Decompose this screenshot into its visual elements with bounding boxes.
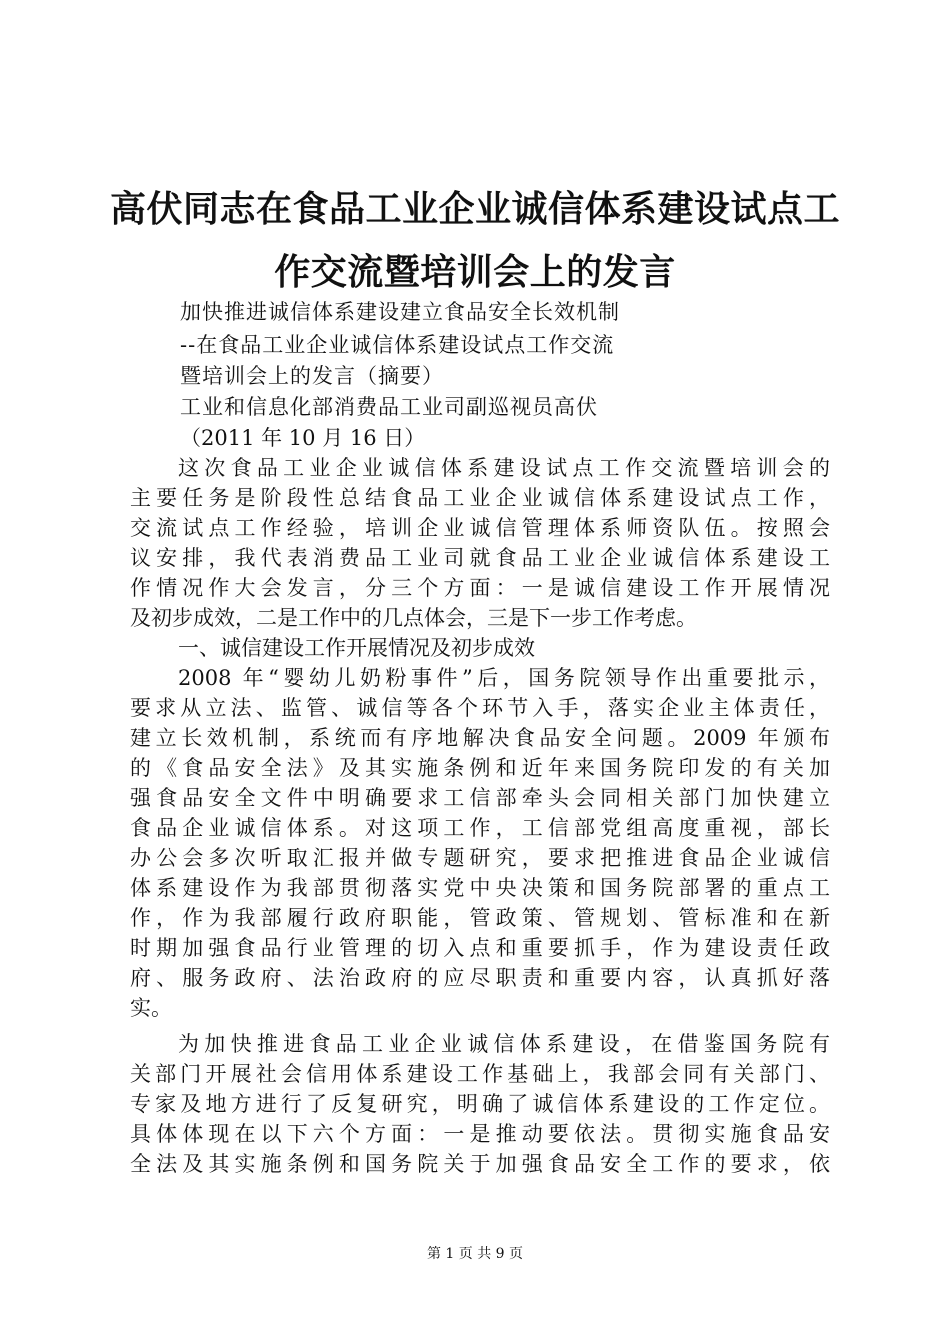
- text-line: 具体体现在以下六个方面：一是推动要依法。贯彻实施食品安: [130, 1122, 830, 1146]
- text-line: 要求从立法、监管、诚信等各个环节入手，落实企业主体责任，: [130, 696, 830, 720]
- paragraph: [130, 453, 830, 633]
- text-line: 议安排，我代表消费品工业司就食品工业企业诚信体系建设工: [130, 546, 830, 570]
- subtitle-line: --在食品工业企业诚信体系建设试点工作交流: [180, 333, 615, 357]
- text-line: 2008 年“婴幼儿奶粉事件”后，国务院领导作出重要批示，: [178, 666, 830, 690]
- text-line: 实。: [130, 996, 172, 1020]
- document-title-line-2: 作交流暨培训会上的发言: [274, 252, 676, 293]
- body-text: [130, 453, 830, 1179]
- section-heading-text: 一、诚信建设工作开展情况及初步成效: [178, 636, 535, 660]
- text-line: 作，作为我部履行政府职能，管政策、管规划、管标准和在新: [130, 906, 830, 930]
- text-line: 全法及其实施条例和国务院关于加强食品安全工作的要求，依: [130, 1152, 830, 1176]
- text-line: 体系建设作为我部贯彻落实党中央决策和国务院部署的重点工: [130, 876, 830, 900]
- text-line: 食品企业诚信体系。对这项工作，工信部党组高度重视，部长: [130, 816, 830, 840]
- text-line: 为加快推进食品工业企业诚信体系建设，在借鉴国务院有: [178, 1032, 830, 1056]
- text-line: 及初步成效，二是工作中的几点体会，三是下一步工作考虑。: [130, 606, 697, 630]
- text-line: 交流试点工作经验，培训企业诚信管理体系师资队伍。按照会: [130, 516, 830, 540]
- text-line: 府、服务政府、法治政府的应尽职责和重要内容，认真抓好落: [130, 966, 830, 990]
- section-heading: [130, 633, 830, 663]
- text-line: 建立长效机制，系统而有序地解决食品安全问题。2009 年颁布: [130, 726, 830, 750]
- paragraph: [130, 663, 830, 1023]
- author-line: 工业和信息化部消费品工业司副巡视员高伏: [180, 395, 598, 419]
- subtitle-line: 暨培训会上的发言（摘要）: [180, 364, 444, 388]
- page-footer: 第 1 页 共 9 页: [426, 1246, 524, 1262]
- text-line: 时期加强食品行业管理的切入点和重要抓手，作为建设责任政: [130, 936, 830, 960]
- text-line: 办公会多次听取汇报并做专题研究，要求把推进食品企业诚信: [130, 846, 830, 870]
- document-title-line-1: 高伏同志在食品工业企业诚信体系建设试点工: [109, 189, 840, 230]
- subtitle-line: 加快推进诚信体系建设建立食品安全长效机制: [180, 300, 620, 324]
- paragraph: [130, 1029, 830, 1179]
- text-line: 的《食品安全法》及其实施条例和近年来国务院印发的有关加: [130, 756, 830, 780]
- text-line: 专家及地方进行了反复研究，明确了诚信体系建设的工作定位。: [130, 1092, 830, 1116]
- text-line: 主要任务是阶段性总结食品工业企业诚信体系建设试点工作，: [130, 486, 830, 510]
- text-line: 这次食品工业企业诚信体系建设试点工作交流暨培训会的: [178, 456, 830, 480]
- text-line: 强食品安全文件中明确要求工信部牵头会同相关部门加快建立: [130, 786, 830, 810]
- text-line: 作情况作大会发言，分三个方面：一是诚信建设工作开展情况: [130, 576, 830, 600]
- date-line: （2011 年 10 月 16 日）: [180, 426, 426, 450]
- text-line: 关部门开展社会信用体系建设工作基础上，我部会同有关部门、: [130, 1062, 830, 1086]
